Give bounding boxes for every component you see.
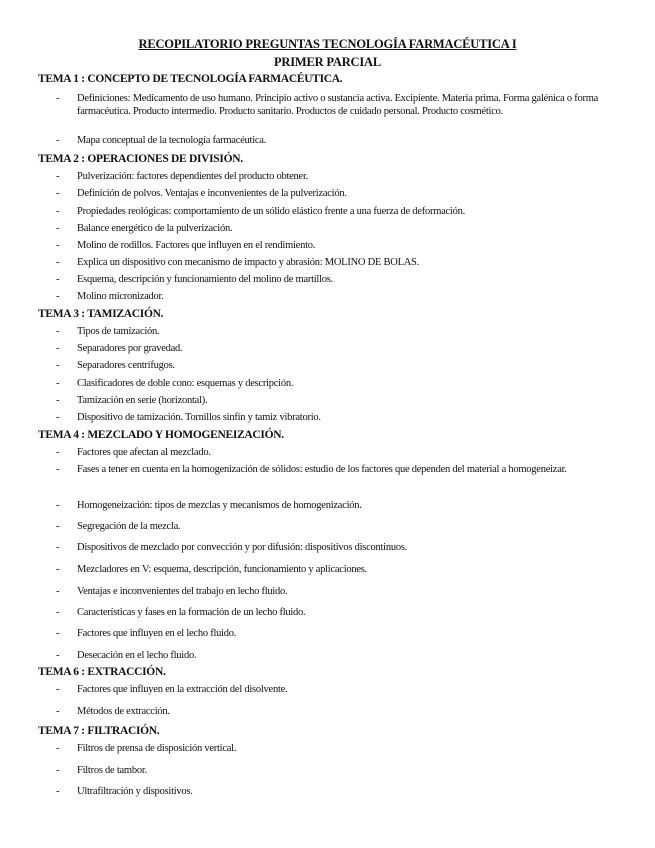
bullet-dash: - xyxy=(56,564,60,575)
list-item-text: Separadores por gravedad. xyxy=(77,343,183,354)
bullet-dash: - xyxy=(56,378,60,389)
list-item-text: Molino micronizador. xyxy=(77,291,164,302)
bullet-dash: - xyxy=(56,684,60,695)
list-item-text: Factores que influyen en la extracción del disolvente. xyxy=(77,684,288,695)
list-item xyxy=(56,765,631,778)
list-item-text: Dispositivos de mezclado por convección y por difusión: dispositivos discontinuos. xyxy=(77,542,408,553)
list-item-text: Factores que influyen en el lecho fluido. xyxy=(77,628,237,639)
list-item xyxy=(56,257,631,270)
list-item xyxy=(56,706,631,719)
list-item xyxy=(56,360,631,373)
list-item-text: Pulverización: factores dependientes del producto obtener. xyxy=(77,171,308,182)
bullet-dash: - xyxy=(56,500,60,511)
list-item xyxy=(56,412,631,425)
bullet-dash: - xyxy=(56,628,60,639)
bullet-dash: - xyxy=(56,765,60,776)
list-item-text: Filtros de prensa de disposición vertical. xyxy=(77,743,237,754)
list-item xyxy=(56,291,631,304)
list-item xyxy=(56,223,631,236)
section-heading: TEMA 3 : TAMIZACIÓN. xyxy=(38,308,164,320)
list-item xyxy=(56,378,631,391)
bullet-dash: - xyxy=(56,447,60,458)
list-item xyxy=(56,500,631,513)
list-item-text: Métodos de extracción. xyxy=(77,706,170,717)
list-item xyxy=(56,93,631,118)
bullet-dash: - xyxy=(56,206,60,217)
list-item xyxy=(56,607,631,620)
section-heading: TEMA 4 : MEZCLADO Y HOMOGENEIZACIÓN. xyxy=(38,429,284,441)
list-item-text: Mapa conceptual de la tecnología farmacéutica. xyxy=(77,135,267,146)
list-item-text: Tamización en serie (horizontal). xyxy=(77,395,208,406)
list-item xyxy=(56,343,631,356)
bullet-dash: - xyxy=(56,706,60,717)
list-item xyxy=(56,650,631,663)
list-item xyxy=(56,240,631,253)
list-item-text: Características y fases en la formación de un lecho fluido. xyxy=(77,607,306,618)
bullet-dash: - xyxy=(56,586,60,597)
section-heading: TEMA 1 : CONCEPTO DE TECNOLOGÍA FARMACÉUTICA. xyxy=(38,73,343,85)
bullet-dash: - xyxy=(56,171,60,182)
bullet-dash: - xyxy=(56,521,60,532)
list-item xyxy=(56,188,631,201)
document-subtitle: PRIMER PARCIAL xyxy=(273,55,382,69)
list-item-text: Clasificadores de doble cono: esquemas y descripción. xyxy=(77,378,294,389)
bullet-dash: - xyxy=(56,412,60,423)
list-item xyxy=(56,395,631,408)
list-item xyxy=(56,447,631,460)
list-item xyxy=(56,628,631,641)
list-item xyxy=(56,171,631,184)
document-title: RECOPILATORIO PREGUNTAS TECNOLOGÍA FARMACÉUTICA I xyxy=(138,37,517,51)
list-item-text: Dispositivo de tamización. Tornillos sinfín y tamiz vibratorio. xyxy=(77,412,321,423)
list-item xyxy=(56,564,631,577)
bullet-dash: - xyxy=(56,326,60,337)
list-item xyxy=(56,743,631,756)
bullet-dash: - xyxy=(56,291,60,302)
list-item xyxy=(56,274,631,287)
list-item xyxy=(56,542,631,555)
list-item-text: Explica un dispositivo con mecanismo de impacto y abrasión: MOLINO DE BOLAS. xyxy=(77,257,420,268)
bullet-dash: - xyxy=(56,650,60,661)
list-item xyxy=(56,521,631,534)
list-item-text: Factores que afectan al mezclado. xyxy=(77,447,211,458)
list-item-text: Mezcladores en V: esquema, descripción, funcionamiento y aplicaciones. xyxy=(77,564,367,575)
bullet-dash: - xyxy=(56,135,60,146)
list-item-text: Separadores centrífugos. xyxy=(77,360,175,371)
list-item-text: Ultrafiltración y dispositivos. xyxy=(77,786,193,797)
list-item-text: Tipos de tamización. xyxy=(77,326,160,337)
list-item xyxy=(56,326,631,339)
bullet-dash: - xyxy=(56,257,60,268)
list-item xyxy=(56,206,631,219)
list-item-text: Balance energético de la pulverización. xyxy=(77,223,233,234)
list-item-text: Desecación en el lecho fluido. xyxy=(77,650,197,661)
list-item-text: Molino de rodillos. Factores que influyen en el rendimiento. xyxy=(77,240,316,251)
list-item-text: Esquema, descripción y funcionamiento del molino de martillos. xyxy=(77,274,333,285)
bullet-dash: - xyxy=(56,395,60,406)
section-heading: TEMA 6 : EXTRACCIÓN. xyxy=(38,666,166,678)
bullet-dash: - xyxy=(56,743,60,754)
bullet-dash: - xyxy=(56,607,60,618)
section-heading: TEMA 7 : FILTRACIÓN. xyxy=(38,725,160,737)
list-item xyxy=(56,586,631,599)
bullet-dash: - xyxy=(56,188,60,199)
bullet-dash: - xyxy=(56,464,60,475)
list-item-text: Filtros de tambor. xyxy=(77,765,147,776)
list-item-text: Fases a tener en cuenta en la homogenización de sólidos: estudio de los factores que dependen del material a homogeneizar. xyxy=(77,464,567,475)
list-item xyxy=(56,786,631,799)
bullet-dash: - xyxy=(56,93,60,104)
bullet-dash: - xyxy=(56,240,60,251)
list-item xyxy=(56,135,631,148)
list-item-text: Segregación de la mezcla. xyxy=(77,521,181,532)
section-heading: TEMA 2 : OPERACIONES DE DIVISIÓN. xyxy=(38,153,243,165)
list-item-text: Propiedades reológicas: comportamiento de un sólido elástico frente a una fuerza de deformación. xyxy=(77,206,465,217)
bullet-dash: - xyxy=(56,360,60,371)
bullet-dash: - xyxy=(56,542,60,553)
bullet-dash: - xyxy=(56,343,60,354)
list-item xyxy=(56,684,631,697)
list-item xyxy=(56,464,631,477)
list-item-text: Definición de polvos. Ventajas e inconvenientes de la pulverización. xyxy=(77,188,347,199)
list-item-text: Definiciones: Medicamento de uso humano. Principio activo o sustancia activa. Excipiente. Materia prima. Forma galénica o forma farmacéutica. Producto intermedio. Producto sanitario. Productos de cuidado personal. Producto cosmético. xyxy=(77,93,599,117)
list-item-text: Ventajas e inconvenientes del trabajo en lecho fluido. xyxy=(77,586,288,597)
bullet-dash: - xyxy=(56,274,60,285)
bullet-dash: - xyxy=(56,223,60,234)
list-item-text: Homogeneización: tipos de mezclas y mecanismos de homogenización. xyxy=(77,500,362,511)
bullet-dash: - xyxy=(56,786,60,797)
